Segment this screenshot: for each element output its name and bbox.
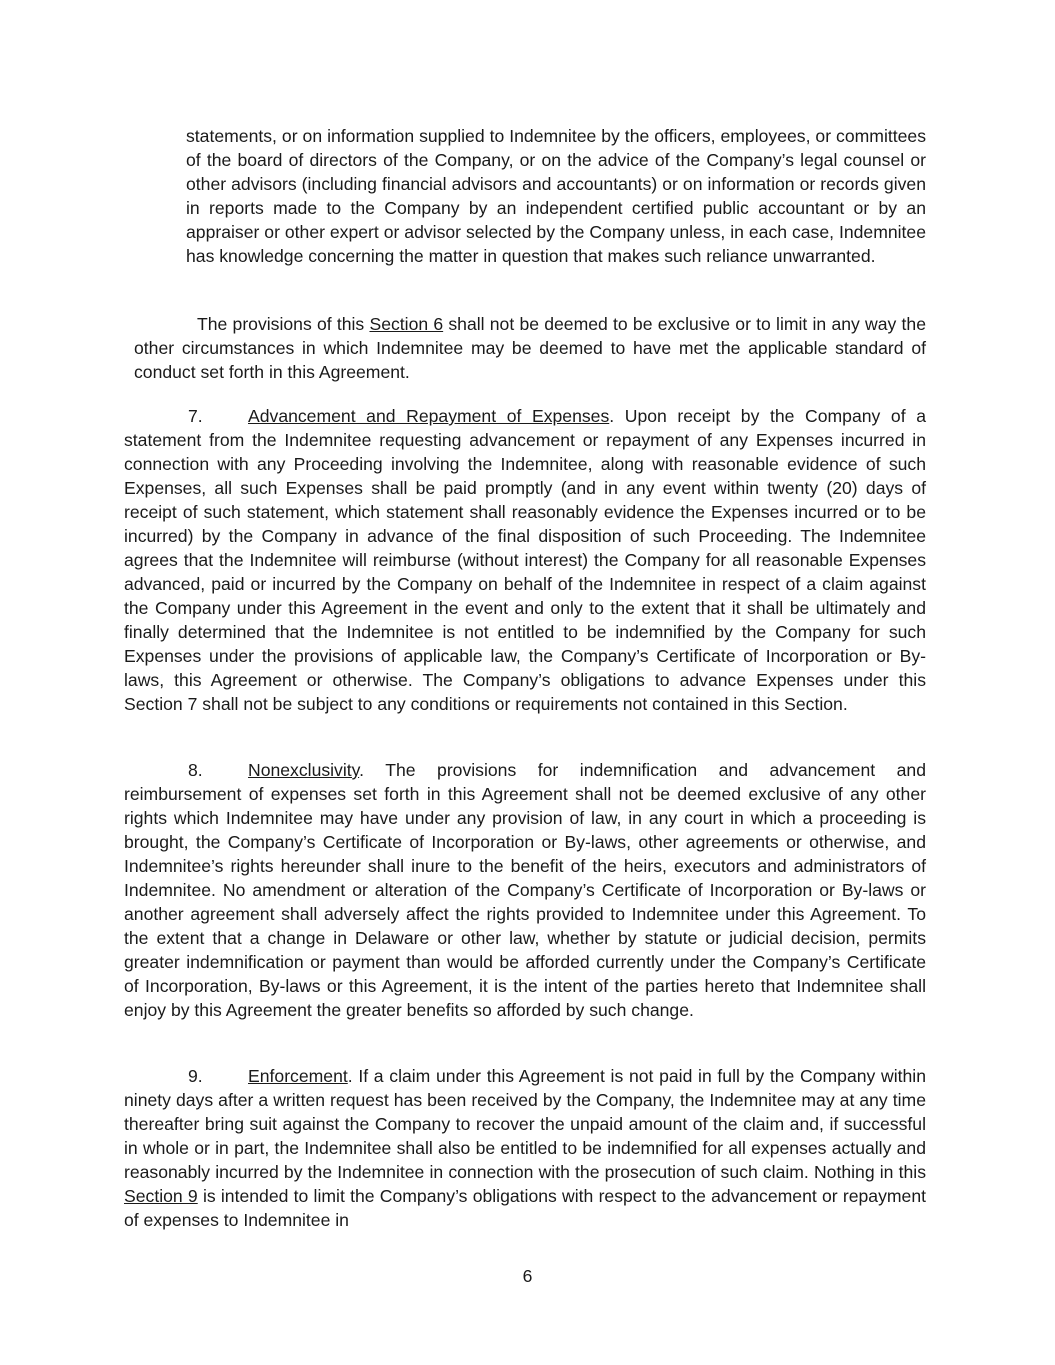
section-7-body: . Upon receipt by the Company of a statement from the Indemnitee requesting advancement or repayment of any Expenses incurred in connection with any Proceeding involving the Indemnitee, along with reasonable evidence of such Expenses, all such Expenses shall be paid promptly (and in any event within twenty (20) days of receipt of such statement, which statement shall reasonably evidence the Expenses incurred or to be incurred) by the Company in advance of the final disposition of such Proceeding. The Indemnitee agrees that the Indemnitee will reimburse (without interest) the Company for all reasonable Expenses advanced, paid or incurred by the Company on behalf of the Indemnitee in respect of a claim against the Company under this Agreement in the event and only to the extent that it shall be ultimately and finally determined that the Indemnitee is not entitled to be indemnified by the Company for such Expenses under the provisions of applicable law, the Company’s Certificate of Incorporation or By-laws, this Agreement or otherwise. The Company’s obligations to advance Expenses under this Section 7 shall not be subject to any conditions or requirements not contained in this Section. — [124, 406, 926, 714]
section-9-paragraph — [124, 1064, 926, 1232]
section-8-heading: Nonexclusivity — [248, 760, 360, 780]
section-9-body-after: is intended to limit the Company’s obligations with respect to the advancement or repayment of expenses to Indemnitee in — [124, 1186, 926, 1230]
section-7-number: 7. — [188, 406, 203, 426]
provisions-text-after: shall not be deemed to be exclusive or to limit in any way the other circumstances in which Indemnitee may be deemed to have met the applicable standard of conduct set forth in this Agreement. — [134, 314, 926, 382]
section-9-heading: Enforcement — [248, 1066, 348, 1086]
section-7-heading: Advancement and Repayment of Expenses — [248, 406, 610, 426]
continuation-text: statements, or on information supplied to Indemnitee by the officers, employees, or committees of the board of directors of the Company, or on the advice of the Company’s legal counsel or other advisors (including financial advisors and accountants) or on information or records given in reports made to the Company by an independent certified public accountant or by an appraiser or other expert or advisor selected by the Company unless, in each case, Indemnitee has knowledge concerning the matter in question that makes such reliance unwarranted. — [186, 126, 926, 266]
section-8-number: 8. — [188, 760, 203, 780]
page-number: 6 — [522, 1266, 533, 1286]
section-8-body: . The provisions for indemnification and advancement and reimbursement of expenses set forth in this Agreement shall not be deemed exclusive of any other rights which Indemnitee may have under any provision of law, in any court in which a proceeding is brought, the Company’s Certificate of Incorporation or By-laws, other agreements or otherwise, and Indemnitee’s rights hereunder shall inure to the benefit of the heirs, executors and administrators of Indemnitee. No amendment or alteration of the Company’s Certificate of Incorporation or By-laws or another agreement shall adversely affect the rights provided to Indemnitee under this Agreement. To the extent that a change in Delaware or other law, whether by statute or judicial decision, permits greater indemnification or payment than would be afforded currently under the Company’s Certificate of Incorporation, By-laws or this Agreement, it is the intent of the parties hereto that Indemnitee shall enjoy by this Agreement the greater benefits so afforded by such change. — [124, 760, 926, 1020]
provisions-text-before: The provisions of this — [197, 314, 370, 334]
section-9-reference: Section 9 — [124, 1186, 198, 1206]
provisions-paragraph — [134, 312, 926, 384]
section-8-paragraph — [124, 758, 926, 1022]
continuation-paragraph — [186, 124, 926, 268]
section-7-paragraph — [124, 404, 926, 716]
section-9-body-before: . If a claim under this Agreement is not paid in full by the Company within ninety days after a written request has been received by the Company, the Indemnitee may at any time thereafter bring suit against the Company to recover the unpaid amount of the claim and, if successful in whole or in part, the Indemnitee shall also be entitled to be indemnified for all expenses actually and reasonably incurred by the Indemnitee in connection with the prosecution of such claim. Nothing in this — [124, 1066, 926, 1182]
section-6-reference: Section 6 — [369, 314, 444, 334]
section-9-number: 9. — [188, 1066, 203, 1086]
